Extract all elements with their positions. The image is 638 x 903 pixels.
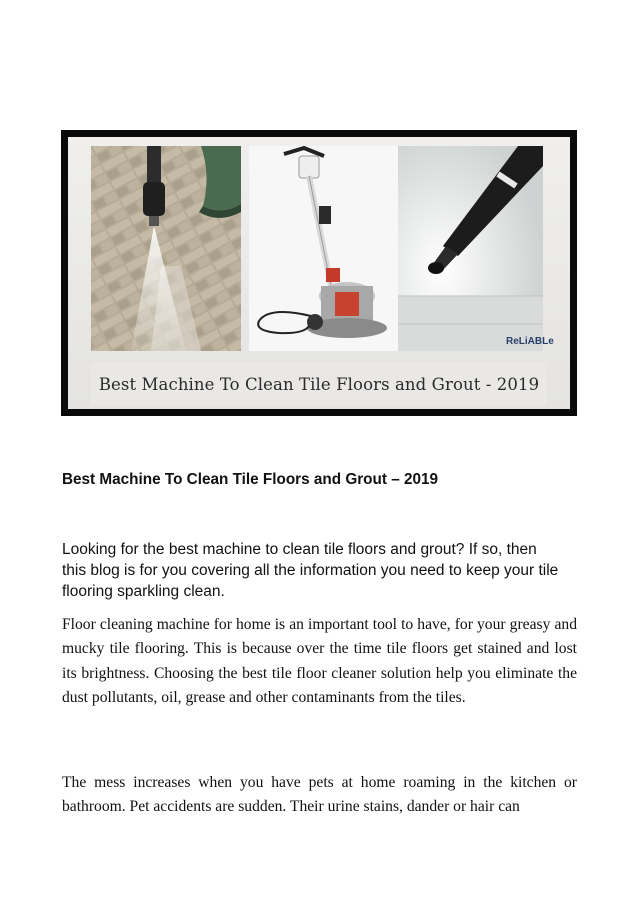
article-heading: Best Machine To Clean Tile Floors and Grout – 2019 (62, 471, 438, 488)
intro-paragraph: Looking for the best machine to clean tile floors and grout? If so, then this blog is for you covering all the information you need to keep your tile flooring sparkling clean. (62, 541, 559, 600)
banner-caption: Best Machine To Clean Tile Floors and Grout - 2019 (98, 374, 540, 394)
reliable-logo: ReLiABLe (506, 336, 554, 347)
banner-inner (68, 137, 570, 409)
pressure-washer-photo (91, 146, 241, 351)
floor-machine-photo (249, 146, 399, 351)
body-paragraph-2: The mess increases when you have pets at home roaming in the kitchen or bathroom. Pet accidents are sudden. Their urine stains, dander or hair can (62, 774, 577, 816)
body-paragraph-1: Floor cleaning machine for home is an important tool to have, for your greasy and mucky tile flooring. This is because over the time tile floors get stained and lost its brightness. Choosing the best tile floor cleaner solution help you eliminate the dust pollutants, oil, grease and other contaminants from the tiles. (62, 616, 577, 707)
hero-banner (61, 130, 577, 416)
steam-cleaner-photo (398, 146, 554, 351)
banner-caption-bar (91, 362, 547, 406)
